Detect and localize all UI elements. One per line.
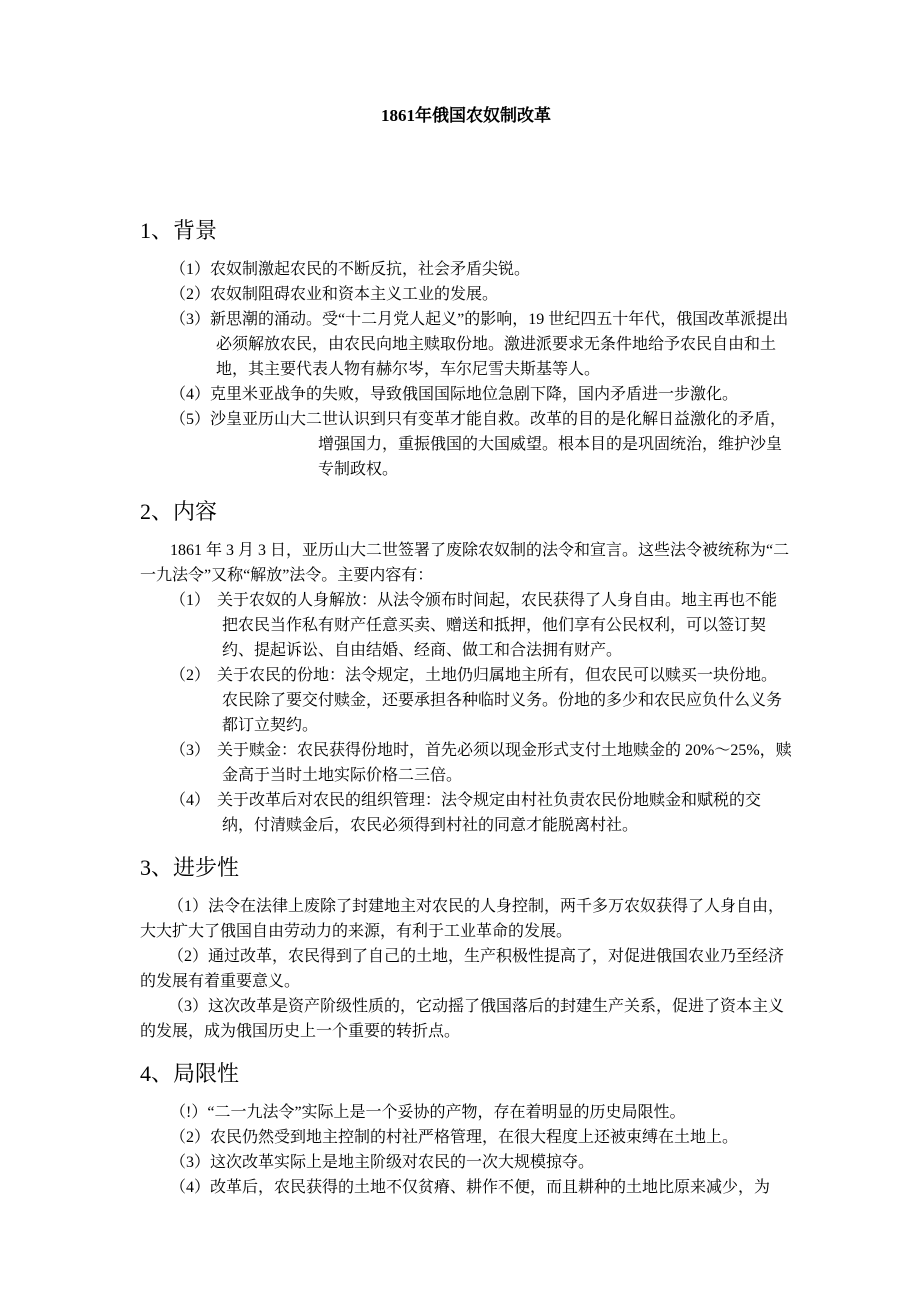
item-marker: （3）: [170, 742, 211, 759]
item-text: “二一九法令”实际上是一个妥协的产物，存在着明显的历史局限性。: [207, 1104, 686, 1121]
list-item: [140, 588, 792, 663]
item-marker: （2）: [170, 286, 211, 303]
item-marker: （4）: [170, 386, 211, 403]
item-text: 关于改革后对农民的组织管理：法令规定由村社负责农民份地赎金和赋税的交纳，付清赎金后，农民必须得到村社的同意才能脱离村社。: [217, 792, 762, 834]
section-heading-limitations: 4、局限性: [140, 1061, 240, 1086]
item-text: 关于农民的份地：法令规定，土地仍归属地主所有，但农民可以赎买一块份地。农民除了要交付赎金，还要承担各种临时义务。份地的多少和农民应负什么义务都订立契约。: [217, 667, 783, 734]
item-marker: （4）: [170, 1179, 211, 1196]
item-marker: （!）: [170, 1104, 208, 1121]
item-marker: （1）: [170, 261, 211, 278]
section-intro-paragraph: 1861 年 3 月 3 日，亚历山大二世签署了废除农奴制的法令和宣言。这些法令被统称为“二一九法令”又称“解放”法令。主要内容有：: [140, 542, 790, 584]
item-text: 这次改革实际上是地主阶级对农民的一次大规模掠夺。: [210, 1154, 595, 1171]
item-text: 关于赎金：农民获得份地时，首先必须以现金形式支付土地赎金的 20%～25%，赎金高于当时土地实际价格二三倍。: [217, 742, 792, 784]
item-marker: （3）: [170, 311, 211, 328]
item-text: 关于农奴的人身解放：从法令颁布时间起，农民获得了人身自由。地主再也不能把农民当作私有财产任意买卖、赠送和抵押，他们享有公民权利，可以签订契约、提起诉讼、自由结婚、经商、做工和合法拥有财产。: [217, 592, 778, 659]
list-item: [140, 1125, 792, 1150]
list-item: [140, 994, 792, 1044]
item-text: 农奴制激起农民的不断反抗，社会矛盾尖锐。: [210, 261, 531, 278]
document-title: 1861年俄国农奴制改革: [381, 106, 551, 125]
item-marker: （2）: [170, 667, 211, 684]
list-item: [140, 382, 792, 407]
list-item: [140, 282, 792, 307]
list-item: [140, 307, 792, 382]
section-heading-progressiveness: 3、进步性: [140, 855, 240, 880]
item-text: 沙皇亚历山大二世认识到只有变革才能自救。改革的目的是化解日益激化的矛盾，增强国力，重振俄国的大国威望。根本目的是巩固统治，维护沙皇专制政权。: [210, 411, 787, 478]
item-text: 新思潮的涌动。受“十二月党人起义”的影响，19 世纪四五十年代，俄国改革派提出必须解放农民，由农民向地主赎取份地。激进派要求无条件地给予农民自由和土地，其主要代表人物有赫尔岑，车尔尼雪夫斯基等人。: [210, 311, 789, 378]
item-text: 克里米亚战争的失败，导致俄国国际地位急剧下降，国内矛盾进一步激化。: [210, 386, 739, 403]
list-item: [140, 1100, 792, 1125]
list-item: [140, 944, 792, 994]
list-item: [140, 1175, 792, 1200]
item-marker: （1）: [168, 898, 209, 915]
item-marker: （2）: [170, 1129, 211, 1146]
item-text: 农奴制阻碍农业和资本主义工业的发展。: [210, 286, 499, 303]
list-item: [140, 738, 792, 788]
list-item: [140, 894, 792, 944]
item-text: 这次改革是资产阶级性质的，它动摇了俄国落后的封建生产关系，促进了资本主义的发展，成为俄国历史上一个重要的转折点。: [140, 998, 785, 1040]
item-marker: （2）: [168, 948, 209, 965]
item-marker: （3）: [168, 998, 209, 1015]
item-marker: （1）: [170, 592, 211, 609]
list-item: [140, 788, 792, 838]
item-text: 改革后，农民获得的土地不仅贫瘠、耕作不便，而且耕种的土地比原来减少，为: [210, 1179, 771, 1196]
item-text: 法令在法律上废除了封建地主对农民的人身控制，两千多万农奴获得了人身自由，大大扩大了俄国自由劳动力的来源，有利于工业革命的发展。: [140, 898, 785, 940]
item-marker: （4）: [170, 792, 211, 809]
list-item: [140, 663, 792, 738]
section-heading-background: 1、背景: [140, 218, 218, 243]
list-item: [140, 1150, 792, 1175]
list-item: [140, 257, 792, 282]
item-text: 通过改革，农民得到了自己的土地，生产积极性提高了，对促进俄国农业乃至经济的发展有着重要意义。: [140, 948, 785, 990]
item-marker: （5）: [170, 411, 211, 428]
section-heading-content: 2、内容: [140, 499, 218, 524]
item-text: 农民仍然受到地主控制的村社严格管理，在很大程度上还被束缚在土地上。: [210, 1129, 739, 1146]
list-item: [140, 407, 792, 482]
item-marker: （3）: [170, 1154, 211, 1171]
